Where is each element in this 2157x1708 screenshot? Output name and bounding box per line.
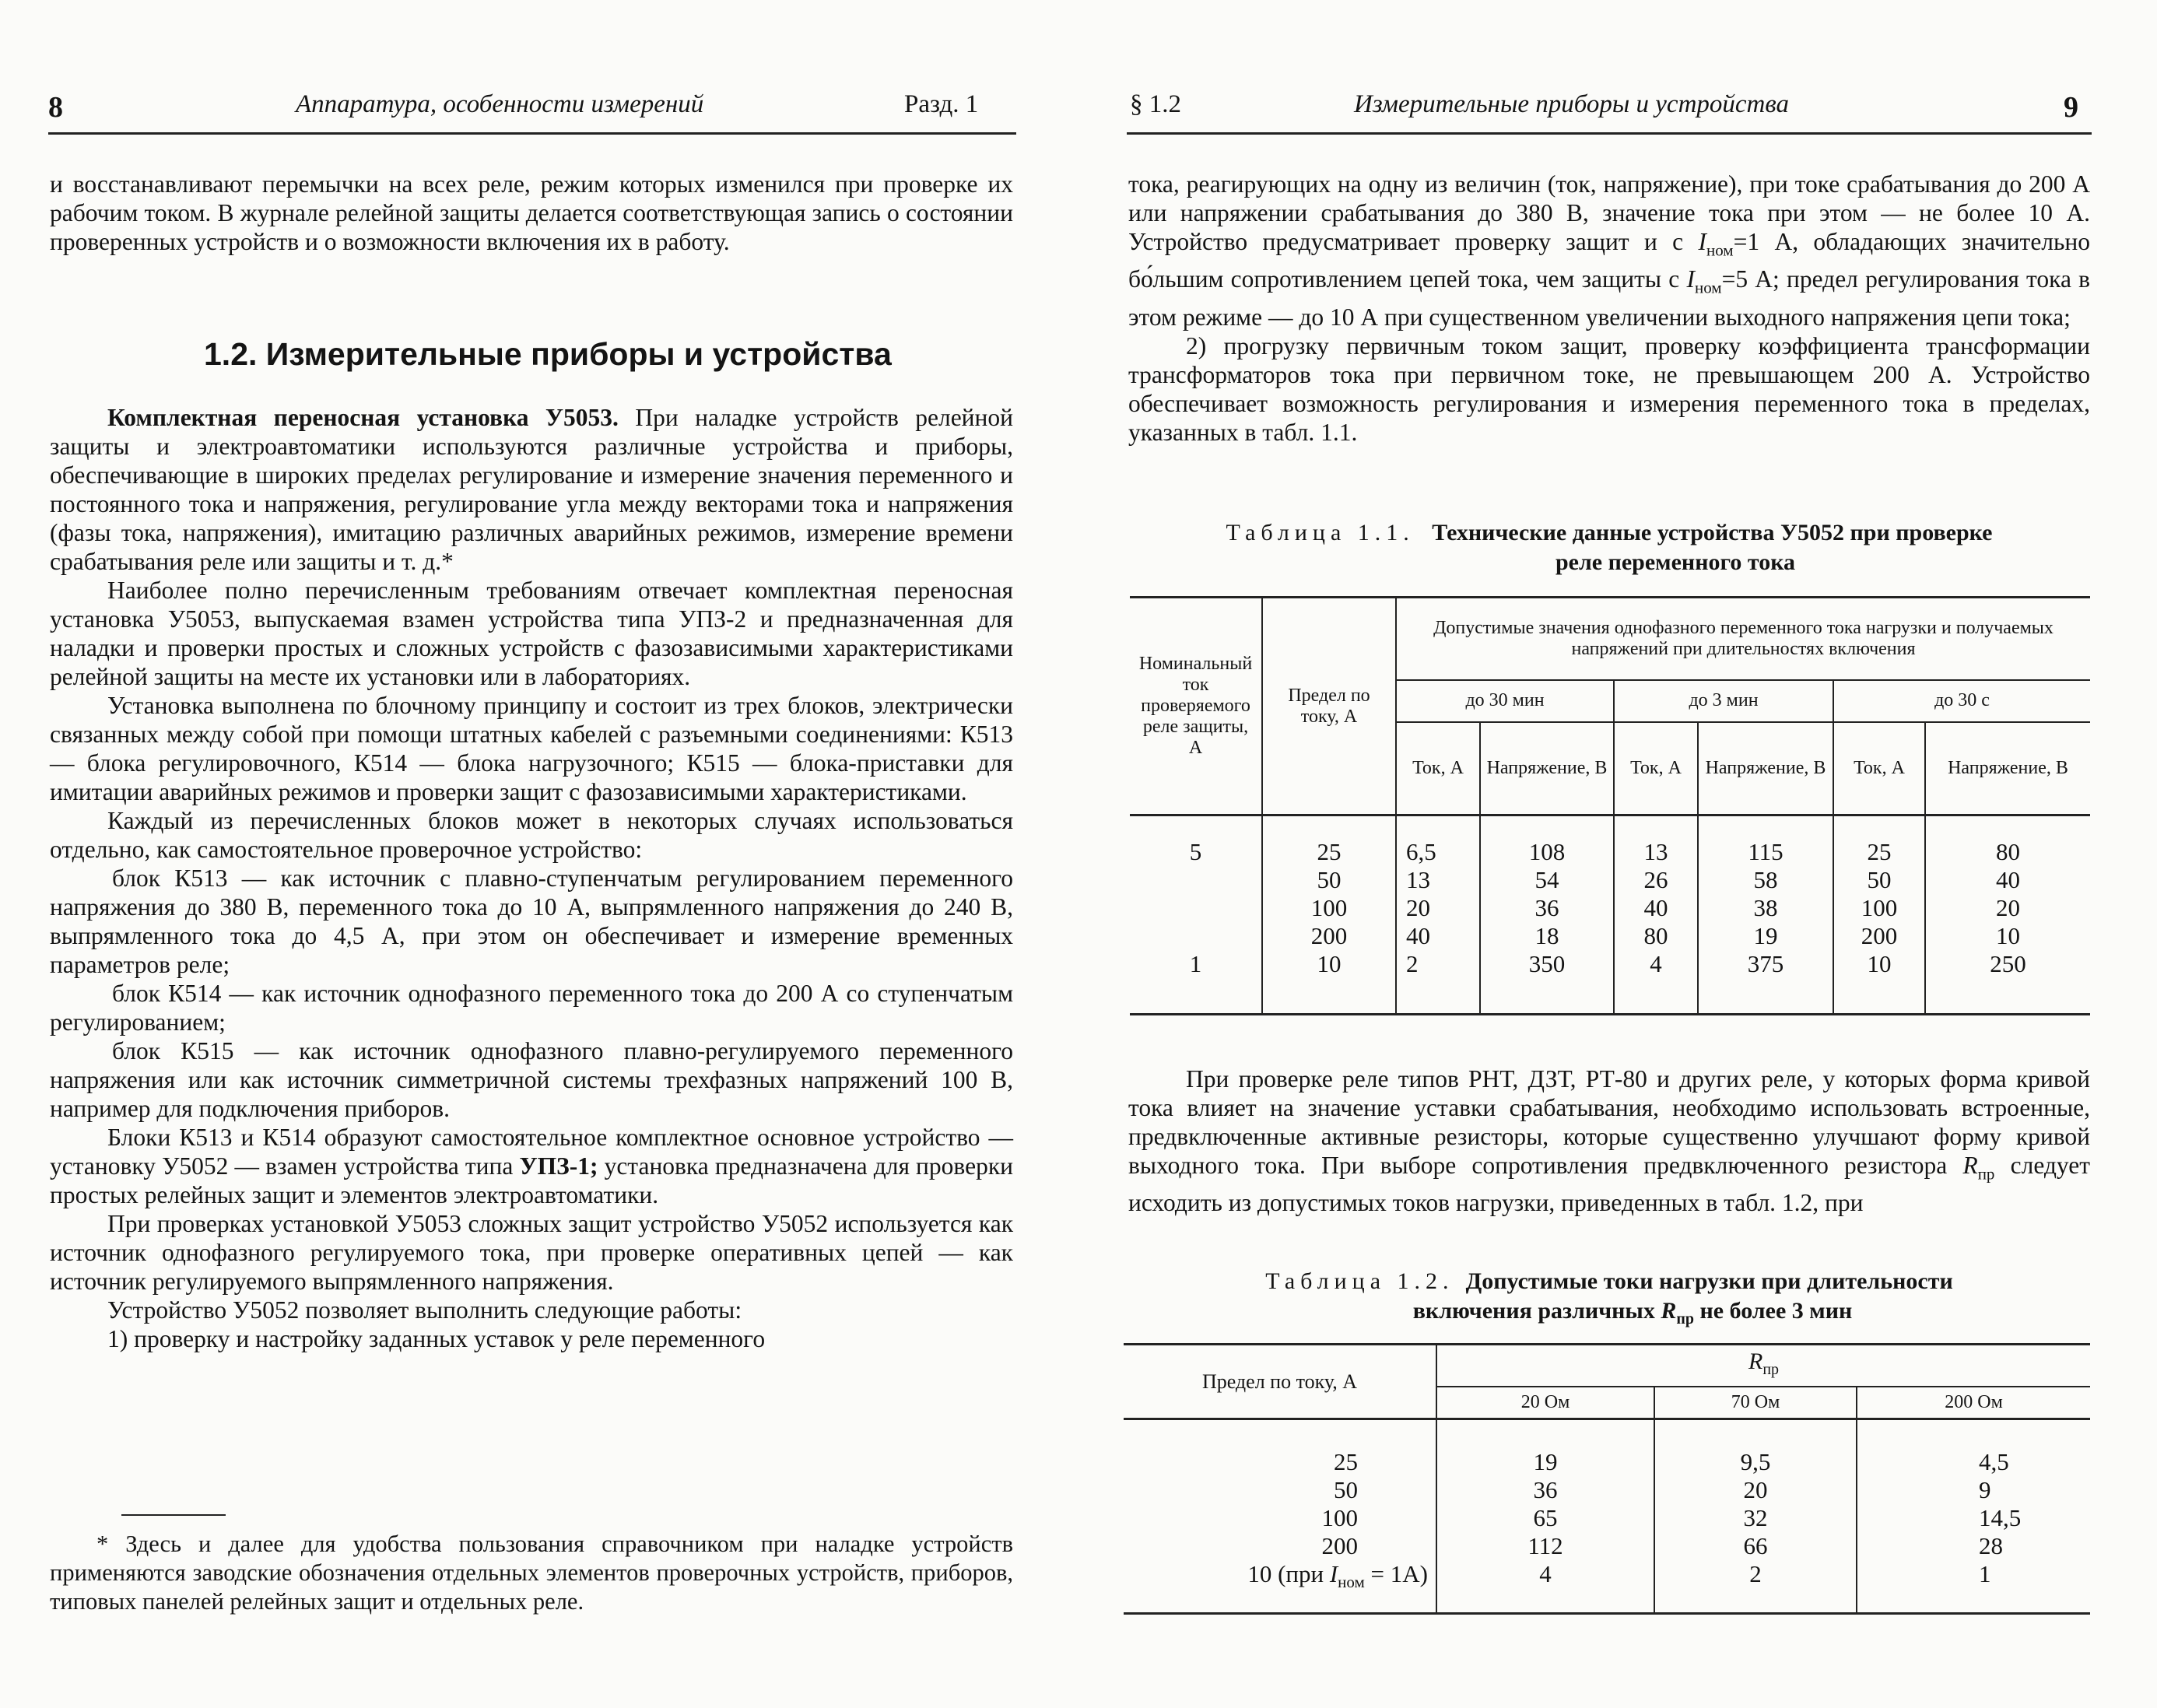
table-2 — [1124, 1343, 2090, 1615]
table-2-limit-value: 25 — [1334, 1448, 1358, 1475]
table-2-header-70-ohm: 70 Ом — [1654, 1387, 1857, 1419]
table-1-header-current: Ток, А — [1833, 722, 1925, 815]
paragraph-1-lead: Комплектная переносная установка У5053. — [107, 404, 619, 431]
paragraph-1-text: При наладке устройств релейной защиты и электроавтоматики используются различные устройства и приборы, обеспечивающие в широких пределах регулирование и измерение значения переменного и постоянного тока и напряжения, регулирование угла между векторами тока и напряжения (фазы тока, напряжения), имитацию различных аварийных режимов, измерение времени срабатывания реле или защиты и т. д.* — [50, 404, 1014, 575]
table-2-header-200-ohm: 200 Ом — [1857, 1387, 2090, 1419]
paragraph-3-text-a: При проверке реле типов РНТ, ДЗТ, РТ-80 и других реле, у которых форма кривой тока влияет на значение уставки срабатывания, необходимо использовать встроенные, предвключенные активные резисторы, которые существенно улучшают форму кривой выходного тока. При выборе сопротивления предвключенного резистора — [1128, 1065, 2090, 1179]
running-title: Аппаратура, особенности измерений — [296, 90, 704, 118]
subscript-pr: пр — [1762, 1360, 1780, 1378]
table-1-header-nominal: Номинальный ток проверяемого реле защиты, А — [1130, 598, 1262, 815]
right-page — [1078, 0, 2157, 1708]
paragraph-6: блок К514 — как источник однофазного переменного тока до 200 А со ступенчатым регулированием; — [50, 980, 1013, 1036]
paragraph-1 — [1128, 170, 2090, 331]
page-number: 8 — [48, 91, 63, 124]
table-1-header-3min: до 3 мин — [1614, 680, 1833, 722]
paragraph-9: При проверках установкой У5053 сложных защит устройство У5052 используется как источник однофазного регулируемого тока, при проверке оперативных цепей — как источник регулируемого выпрямленного напряжения. — [50, 1210, 1013, 1295]
table-2-header-resistance — [1436, 1345, 2090, 1387]
table-1-header-group: Допустимые значения однофазного переменного тока нагрузки и получаемых напряжений при длительностях включения — [1396, 598, 2090, 680]
section-label: § 1.2 — [1130, 90, 1181, 118]
symbol-r: R — [1661, 1298, 1677, 1324]
running-title: Измерительные приборы и устройства — [1354, 90, 1789, 118]
paragraph-8-text-b: установка предназначена для проверки простых релейных защит и элементов электроавтоматики. — [50, 1152, 1013, 1208]
table-1-col-voltage-3min: 115 58 38 19 375 — [1698, 815, 1833, 1015]
table-2-header-limit: Предел по току, А — [1124, 1345, 1436, 1419]
paragraph-2: Наиболее полно перечисленным требованиям отвечает комплектная переносная установка У5053, выпускаемая взамен устройства типа УПЗ-2 и предназначенная для наладки и проверки простых и сложных устройств с фазозависимыми характеристиками релейной защиты на месте их установки или в лабораториях. — [50, 577, 1013, 690]
symbol-r: R — [1748, 1348, 1763, 1374]
intro-text — [50, 170, 1013, 256]
paragraph-7: блок К515 — как источник однофазного плавно-регулируемого переменного напряжения или как источник симметричной системы трехфазных напряжений 100 В, например для подключения приборов. — [50, 1037, 1013, 1122]
paragraph-3 — [1128, 1064, 2090, 1217]
table-2-col-200-ohm: 4,5 9 14,5 28 1 — [1979, 1448, 2022, 1587]
left-body-text — [50, 403, 1013, 1353]
page-number: 9 — [2064, 91, 2078, 124]
table-2-title-2 — [1128, 1296, 2090, 1334]
table-2-limit-last-b: = 1А) — [1364, 1560, 1428, 1587]
subscript-nom: ном — [1706, 240, 1734, 260]
paragraph-3-text-b: следует исходить из допустимых токов нагрузки, приведенных в табл. 1.2, при — [1128, 1152, 2090, 1217]
table-2-label: Таблица 1.2. — [1265, 1268, 1454, 1294]
table-1-header-voltage: Напряжение, В — [1698, 722, 1833, 815]
paragraph-11: 1) проверку и настройку заданных уставок у реле переменного — [107, 1325, 766, 1352]
table-2-caption — [1128, 1267, 2090, 1334]
table-1-title-2: реле переменного тока — [1555, 549, 1796, 575]
left-page-header — [0, 84, 1078, 131]
paragraph-8 — [50, 1123, 1013, 1209]
footnote — [50, 1530, 1013, 1616]
paragraph-4: Каждый из перечисленных блоков может в некоторых случаях использоваться отдельно, как самостоятельное проверочное устройство: — [50, 807, 1013, 863]
paragraph-1 — [50, 403, 1013, 576]
table-1-col-limit: 25 50 100 200 10 — [1262, 815, 1396, 1015]
header-rule — [1127, 132, 2092, 135]
paragraph-5: блок К513 — как источник с плавно-ступенчатым регулированием переменного напряжения до 380 В, переменного тока до 10 А, выпрямленного напряжения до 240 В, выпрямленного тока до 4,5 А, при этом он обеспечивает и измерение временных параметров реле; — [50, 865, 1013, 978]
table-2-col-20-ohm: 19 36 65 112 4 — [1436, 1419, 1654, 1614]
table-1-caption-line-1 — [1128, 518, 2090, 548]
footnote-text: * Здесь и далее для удобства пользования справочником при наладке устройств применяются заводские обозначения отдельных элементов проверочных устройств, приборов, типовых панелей релейных защит и отдельных реле. — [50, 1531, 1013, 1615]
paragraph-1-text-a: тока, реагирующих на одну из величин (ток, напряжение), при токе срабатывания до 200 А или напряжении срабатывания до 380 В, значение тока при этом — не более 10 А. Устройство предусматривает проверку защит и с — [1128, 170, 2090, 255]
table-2-title-1: Допустимые токи нагрузки при длительности — [1465, 1268, 1953, 1294]
table-2-limit-last-a: 10 (при — [1247, 1560, 1330, 1587]
symbol-i: I — [1698, 228, 1706, 255]
paragraph-3: Установка выполнена по блочному принципу и состоит из трех блоков, электрически связанных между собой при помощи штатных кабелей с разъемными соединениями: К513 — блока регулировочного, К514 — блока нагрузочного; К515 — блока-приставки для имитации аварийных режимов и проверки защит с фазозависимыми характеристиками. — [50, 692, 1013, 805]
subscript-pr: пр — [1977, 1164, 1995, 1184]
table-1-caption — [1128, 518, 2090, 577]
table-1-header-current: Ток, А — [1396, 722, 1480, 815]
table-1-col-current-30s: 25 50 100 200 10 — [1833, 815, 1925, 1015]
table-1-header-30s: до 30 с — [1833, 680, 2090, 722]
table-1-title-1: Технические данные устройства У5052 при проверке — [1432, 520, 1993, 545]
footnote-rule — [121, 1514, 226, 1516]
paragraph-1-text-c: =5 А; предел регулирования тока в этом режиме — до 10 А при существенном увеличении выходного напряжения цепи тока; — [1128, 265, 2090, 331]
table-2-col-70-ohm: 9,5 20 32 66 2 — [1654, 1419, 1857, 1614]
symbol-r: R — [1962, 1152, 1978, 1179]
table-1-header-limit: Предел по току, А — [1262, 598, 1396, 815]
table-1-col-nominal: 5 1 — [1130, 815, 1262, 1015]
table-1-header-current: Ток, А — [1614, 722, 1698, 815]
table-1-col-current-30min: 6,5 13 20 40 2 — [1396, 815, 1480, 1015]
subscript-nom: ном — [1338, 1573, 1365, 1592]
table-2-header-20-ohm: 20 Ом — [1436, 1387, 1654, 1419]
table-2-title-2-a: включения различных — [1412, 1298, 1661, 1324]
right-middle-text — [1128, 1064, 2090, 1217]
section-title: 1.2. Измерительные приборы и устройства — [204, 336, 892, 372]
table-2-title-2-b: не более 3 мин — [1694, 1298, 1853, 1324]
symbol-i: I — [1329, 1560, 1338, 1587]
symbol-i: I — [1686, 265, 1695, 293]
table-1-header-30min: до 30 мин — [1396, 680, 1614, 722]
table-1 — [1130, 596, 2090, 1015]
table-1-header-voltage: Напряжение, В — [1925, 722, 2090, 815]
paragraph-10: Устройство У5052 позволяет выполнить следующие работы: — [107, 1296, 742, 1324]
table-2-limit-value: 100 — [1321, 1504, 1358, 1531]
subscript-nom: ном — [1694, 278, 1722, 297]
header-rule — [48, 132, 1016, 135]
paragraph-2: 2) прогрузку первичным током защит, проверку коэффициента трансформации трансформаторов тока при первичном токе, не превышающем 200 А. Устройство обеспечивает возможность регулирования и измерения переменного тока в пределах, указанных в табл. 1.1. — [1128, 331, 2090, 446]
table-2-limit-value-last — [1128, 1560, 1428, 1596]
paragraph-8-text-a: Блоки К513 и К514 образуют самостоятельное комплектное основное устройство — установку У5052 — взамен устройства типа — [50, 1124, 1013, 1180]
table-2-col-limit — [1124, 1419, 1436, 1614]
table-2-caption-line-1 — [1128, 1267, 2090, 1296]
paragraph-1-text-b: =1 А, обладающих значительно бо́льшим сопротивлением цепей тока, чем защиты с — [1128, 228, 2090, 293]
intro-paragraph: и восстанавливают перемычки на всех реле, режим которых изменился при проверке их рабочим током. В журнале релейной защиты делается соответствующая запись о состоянии проверенных устройств и о возможности включения их в работу. — [50, 170, 1013, 255]
left-page — [0, 0, 1078, 1708]
table-1-col-voltage-30min: 108 54 36 18 350 — [1480, 815, 1614, 1015]
right-top-text — [1128, 170, 2090, 447]
subscript-pr: пр — [1676, 1310, 1694, 1327]
section-label: Разд. 1 — [904, 90, 979, 118]
table-1-col-current-3min: 13 26 40 80 4 — [1614, 815, 1698, 1015]
table-1-col-voltage-30s: 80 40 20 10 250 — [1990, 838, 2026, 977]
table-1-label: Таблица 1.1. — [1226, 520, 1415, 545]
table-2-limit-value: 50 — [1334, 1476, 1358, 1503]
right-page-header — [1078, 84, 2157, 131]
table-1-header-voltage: Напряжение, В — [1480, 722, 1614, 815]
table-2-limit-value: 200 — [1321, 1532, 1358, 1559]
paragraph-8-bold: УПЗ-1; — [519, 1152, 598, 1180]
